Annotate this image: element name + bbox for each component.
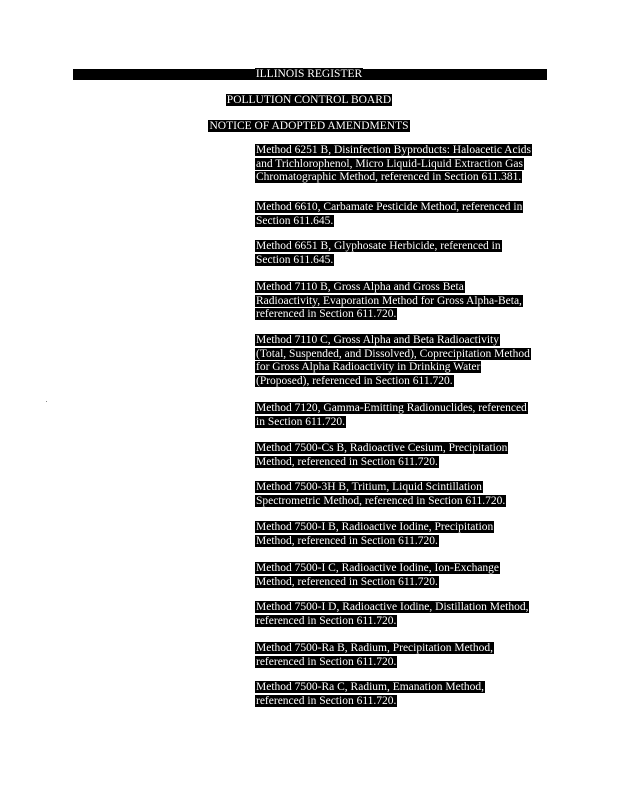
method-entry-6251b: Method 6251 B, Disinfection Byproducts: Haloacetic Acids and Trichlorophenol, Micro Liquid-Liquid Extraction Gas Chromatographic Method, referenced in Section 611.381. [256, 144, 531, 184]
header-notice: NOTICE OF ADOPTED AMENDMENTS [209, 120, 409, 132]
method-entry-7500-i-d: Method 7500-I D, Radioactive Iodine, Distillation Method, referenced in Section 611.720. [256, 601, 529, 627]
method-entry-6610: Method 6610, Carbamate Pesticide Method, referenced in Section 611.645. [256, 201, 523, 227]
method-entry-7110c: Method 7110 C, Gross Alpha and Beta Radioactivity (Total, Suspended, and Dissolved), Coprecipitation Method for Gross Alpha Radioactivity in Drinking Water (Proposed), referenced in Section 611.720. [256, 334, 530, 387]
method-entry-7500-i-b: Method 7500-I B, Radioactive Iodine, Precipitation Method, referenced in Section 611.720. [256, 521, 494, 547]
header-register: ILLINOIS REGISTER [255, 68, 363, 80]
method-entry-7500-ra-c: Method 7500-Ra C, Radium, Emanation Method, referenced in Section 611.720. [256, 681, 485, 707]
method-entry-6651b: Method 6651 B, Glyphosate Herbicide, referenced in Section 611.645. [256, 240, 501, 266]
method-entry-7500-cs-b: Method 7500-Cs B, Radioactive Cesium, Precipitation Method, referenced in Section 611.720. [256, 442, 508, 468]
method-entry-7110b: Method 7110 B, Gross Alpha and Gross Beta Radioactivity, Evaporation Method for Gross Alpha-Beta, referenced in Section 611.720. [256, 281, 522, 321]
header-board: POLLUTION CONTROL BOARD [226, 94, 392, 106]
method-entry-7500-3h-b: Method 7500-3H B, Tritium, Liquid Scintillation Spectrometric Method, referenced in Section 611.720. [256, 481, 506, 507]
method-entry-7500-i-c: Method 7500-I C, Radioactive Iodine, Ion-Exchange Method, referenced in Section 611.720. [256, 562, 500, 588]
method-entry-7500-ra-b: Method 7500-Ra B, Radium, Precipitation Method, referenced in Section 611.720. [256, 642, 494, 668]
scan-speck [46, 401, 47, 402]
method-entry-7120: Method 7120, Gamma-Emitting Radionuclides, referenced in Section 611.720. [256, 402, 527, 428]
